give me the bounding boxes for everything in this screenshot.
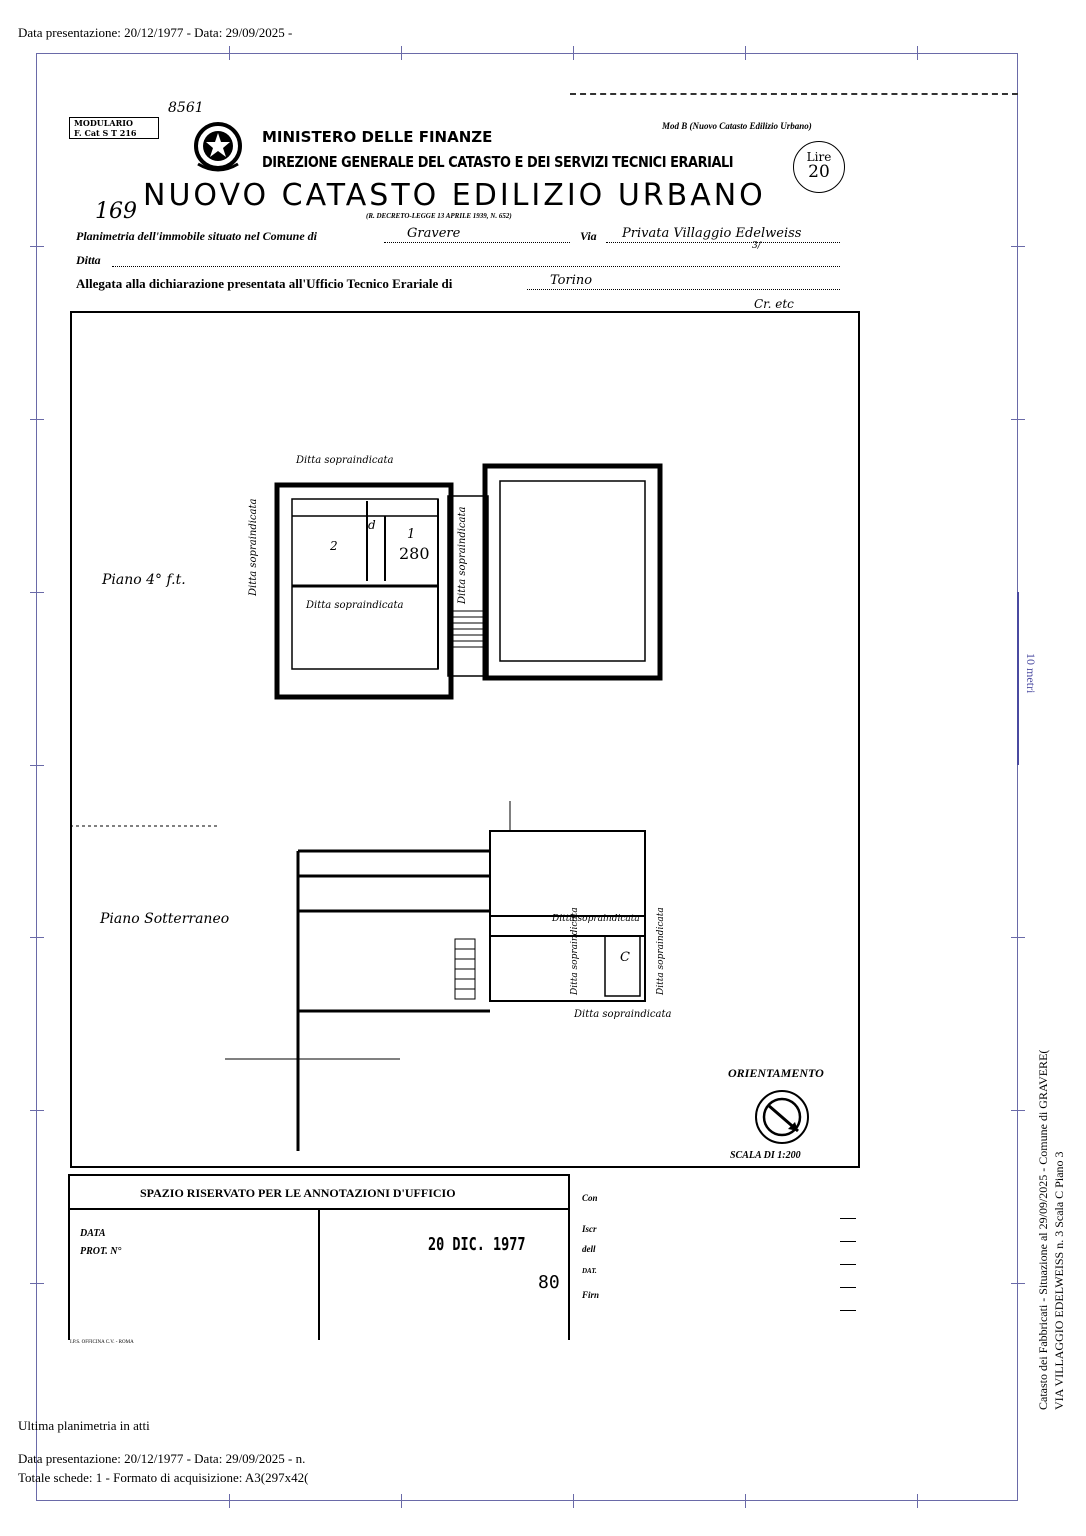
- via-extra: 3/: [752, 241, 761, 251]
- annotations-column-divider: [318, 1208, 320, 1340]
- ditta-label: Ditta: [76, 253, 101, 267]
- ditta-sopra-basement-top: Ditta sopraindicata: [552, 914, 640, 924]
- mod-b-label: Mod B (Nuovo Catasto Edilizio Urbano): [662, 121, 812, 131]
- comune-value: Gravere: [407, 226, 461, 241]
- allegata-label: Allegata alla dichiarazione presentata all'Ufficio Tecnico Erariale di: [76, 276, 453, 291]
- modulario-line2: F. Cat S T 216: [74, 128, 137, 138]
- republic-emblem-icon: [192, 118, 244, 174]
- modulario-box: [69, 117, 159, 139]
- ditta-line: [112, 266, 840, 267]
- floor-plan-drawing: [70, 311, 860, 1168]
- prot-label: PROT. N°: [80, 1246, 122, 1257]
- room-1-label: 1: [407, 527, 416, 542]
- printer-label: I.P.S. OFFICINA C.V. - ROMA: [70, 1340, 134, 1345]
- ufficio-value: Torino: [550, 273, 593, 288]
- ditta-sopra-top: Ditta sopraindicata: [296, 455, 394, 466]
- footer-line2: Totale schede: 1 - Formato di acquisizione: A3(297x42(: [18, 1470, 309, 1485]
- scala-label: SCALA DI 1:200: [730, 1150, 801, 1161]
- side-text-line2: VIA VILLAGGIO EDELWEISS n. 3 Scala C Piano 3: [1052, 1151, 1066, 1410]
- piano-4-label: Piano 4° f.t.: [102, 572, 186, 588]
- stamp-date: 20 DIC. 1977: [428, 1234, 526, 1255]
- piano-sotterraneo-label: Piano Sotterraneo: [100, 911, 230, 927]
- modulario-line1: MODULARIO: [74, 118, 133, 128]
- scale-bar: [1017, 592, 1019, 765]
- direzione-title: DIREZIONE GENERALE DEL CATASTO E DEI SERVIZI TECNICI ERARIALI: [262, 153, 734, 171]
- right-annotation-labels: [582, 1186, 599, 1307]
- right-label-dat: DAT.: [582, 1267, 597, 1275]
- ditta-sopra-left-vertical: Ditta sopraindicata: [248, 498, 259, 596]
- ministero-title: MINISTERO DELLE FINANZE: [262, 128, 493, 146]
- handwritten-top-number: 8561: [168, 100, 204, 116]
- ufficio-line: [527, 289, 840, 290]
- via-label: Via: [580, 229, 597, 243]
- via-value: Privata Villaggio Edelweiss: [622, 226, 802, 241]
- scale-bar-label: 10 metri: [1024, 653, 1038, 694]
- lire-label: Lire: [806, 150, 832, 164]
- ditta-sopra-stair-vertical: Ditta sopraindicata: [457, 506, 468, 604]
- footer-line1: Data presentazione: 20/12/1977 - Data: 29/09/2025 - n.: [18, 1451, 306, 1466]
- right-label-dell: dell: [582, 1244, 596, 1254]
- top-date-line: Data presentazione: 20/12/1977 - Data: 29/09/2025 -: [18, 25, 293, 40]
- ditta-sopra-basement-right: Ditta sopraindicata: [656, 907, 666, 995]
- corner-note: Cr. etc: [754, 297, 794, 311]
- right-label-con: Con: [582, 1193, 598, 1203]
- orientamento-label: ORIENTAMENTO: [728, 1066, 824, 1080]
- ultima-planimetria: Ultima planimetria in atti: [18, 1418, 150, 1433]
- dashed-header-line: [570, 93, 1018, 95]
- room-d-label: d: [368, 518, 376, 532]
- ditta-sopra-basement-bottom: Ditta sopraindicata: [574, 1009, 672, 1020]
- comune-line: [384, 242, 570, 243]
- lire-value: 20: [808, 162, 830, 182]
- compass-icon: [752, 1089, 812, 1145]
- catasto-title: NUOVO CATASTO EDILIZIO URBANO: [143, 178, 766, 213]
- ditta-sopra-basement-left: Ditta sopraindicata: [570, 907, 580, 995]
- planimetria-label: Planimetria dell'immobile situato nel Comune di: [76, 229, 318, 243]
- handwritten-number: 169: [95, 199, 137, 224]
- room-c-label: C: [620, 950, 630, 965]
- data-label: DATA: [80, 1228, 106, 1239]
- side-text-line1: Catasto dei Fabbricati - Situazione al 29/09/2025 - Comune di GRAVERE(: [1036, 1049, 1050, 1410]
- room-280-label: 280: [399, 544, 430, 563]
- stamp-number: 80: [538, 1272, 560, 1293]
- annotations-title: SPAZIO RISERVATO PER LE ANNOTAZIONI D'UFFICIO: [140, 1186, 456, 1200]
- lire-stamp: [793, 141, 845, 193]
- right-label-firn: Firn: [582, 1290, 600, 1300]
- ditta-sopra-middle: Ditta sopraindicata: [306, 600, 404, 611]
- right-dotted-fills: [840, 1196, 856, 1316]
- right-label-iscr: Iscr: [582, 1224, 597, 1234]
- room-2-label: 2: [330, 539, 338, 553]
- via-line: [606, 242, 840, 243]
- decreto-label: (R. DECRETO-LEGGE 13 APRILE 1939, N. 652): [366, 212, 512, 220]
